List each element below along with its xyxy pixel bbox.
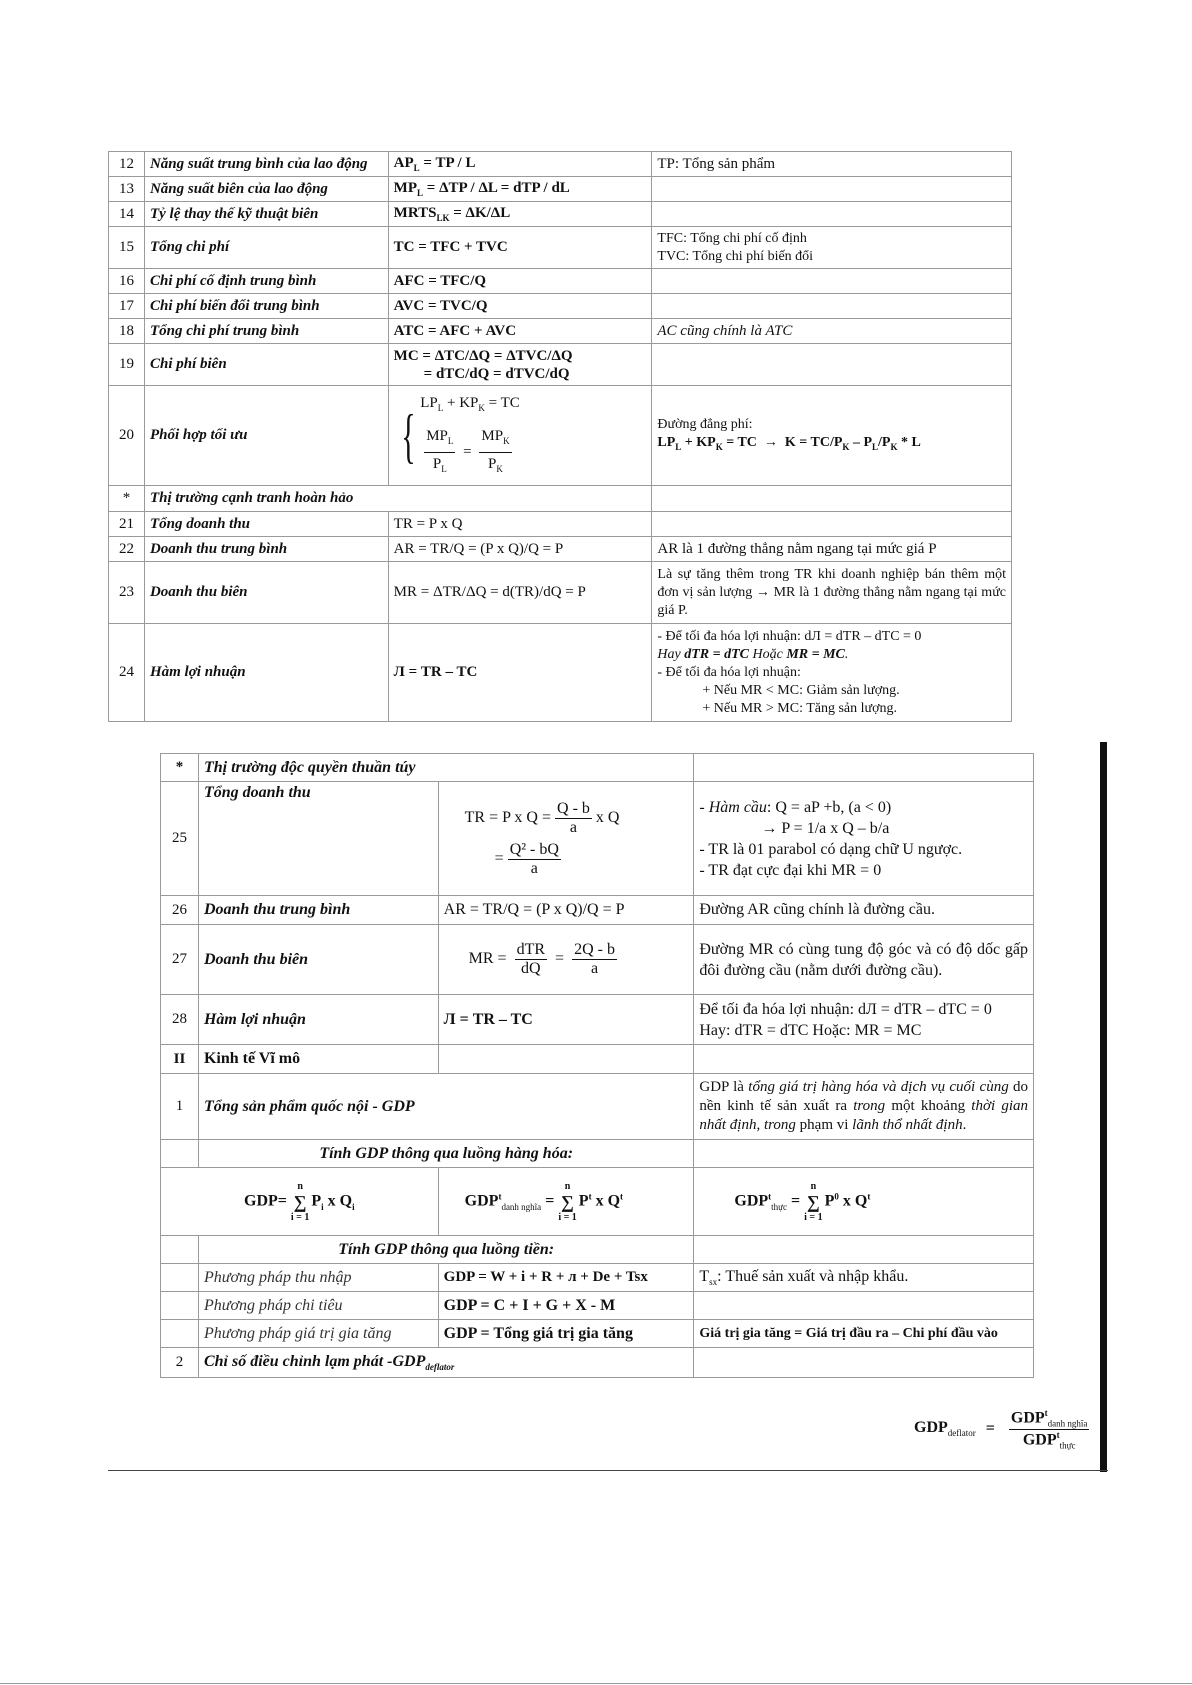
empty-cell — [161, 1292, 199, 1320]
gdp-deflator-formula: $GDP_{deflator}$ = $\frac{GDP^t_{danh nghĩa}}{GDP^t_{thực}}$ — [914, 1408, 1088, 1451]
table-row — [161, 1292, 1034, 1320]
row-name: Doanh thu trung bình — [198, 896, 438, 925]
row-number: 20 — [109, 386, 145, 486]
table-monopoly-macro — [160, 753, 1034, 1378]
row-name: Hàm lợi nhuận — [144, 624, 388, 722]
empty-cell — [438, 1045, 694, 1074]
row-note: Đường MR có cùng tung độ góc và có độ dốc gấp đôi đường cầu (nằm dưới đường cầu). — [694, 925, 1034, 995]
table-row — [109, 202, 1012, 227]
table-row — [161, 1045, 1034, 1074]
row-formula: $MP_L = \Delta TP / \Delta L$ = dTP / dL — [388, 177, 652, 202]
row-note: Là sự tăng thêm trong TR khi doanh nghiệp bán thêm một đơn vị sản lượng → MR là 1 đường thẳng nằm ngang tại mức giá P. — [652, 562, 1012, 624]
table-row — [161, 1074, 1034, 1140]
table-microeconomics-cost-revenue — [108, 151, 1012, 722]
row-formula: MR = $\frac{\text{dTR}}{dQ}$ = $\frac{2Q - b}{a}$ — [438, 925, 694, 995]
row-number: 22 — [109, 537, 145, 562]
row-formula: ATC = AFC + AVC — [388, 319, 652, 344]
method-formula: GDP = Tổng giá trị gia tăng — [438, 1320, 694, 1348]
row-name: Chi phí cố định trung bình — [144, 269, 388, 294]
row-formula: AVC = TVC/Q — [388, 294, 652, 319]
empty-cell — [694, 1236, 1034, 1264]
subsection-heading: Tính GDP thông qua luồng hàng hóa: — [198, 1140, 693, 1168]
table-row — [109, 177, 1012, 202]
empty-cell — [161, 1264, 199, 1292]
row-number: * — [109, 486, 145, 512]
page-bottom-edge — [0, 1683, 1192, 1684]
table-row — [161, 1236, 1034, 1264]
table-row — [109, 537, 1012, 562]
row-name: Tổng sản phẩm quốc nội - GDP — [198, 1074, 693, 1140]
row-name: Tổng doanh thu — [198, 782, 438, 896]
section-heading: Kinh tế Vĩ mô — [198, 1045, 438, 1074]
table-row — [109, 486, 1012, 512]
method-note: $T_{sx}$: Thuế sản xuất và nhập khẩu. — [694, 1264, 1034, 1292]
empty-cell — [161, 1140, 199, 1168]
row-note: - Hàm cầu: Q = aP +b, (a < 0) → P = 1/a x Q – b/a - TR là 01 parabol có dạng chữ U ngược. - TR đạt cực đại khi MR = 0 — [694, 782, 1034, 896]
row-name: Doanh thu trung bình — [144, 537, 388, 562]
row-number: 2 — [161, 1348, 199, 1378]
row-formula: $MRTS_{LK} = \Delta K/\Delta L$ — [388, 202, 652, 227]
row-formula: Л = TR – TC — [438, 995, 694, 1045]
row-note: Đường AR cũng chính là đường cầu. — [694, 896, 1034, 925]
table-row — [109, 152, 1012, 177]
row-note: Để tối đa hóa lợi nhuận: dЛ = dTR – dTC = 0 Hay: dTR = dTC Hoặc: MR = MC — [694, 995, 1034, 1045]
table-row — [109, 319, 1012, 344]
empty-cell — [161, 1236, 199, 1264]
table-row — [109, 386, 1012, 486]
row-name: Năng suất trung bình của lao động — [144, 152, 388, 177]
table-row — [109, 624, 1012, 722]
gdp-formula-sum: GDP= n ∑ i = 1 $P_i$ x $Q_i$ — [161, 1168, 439, 1236]
row-number: 26 — [161, 896, 199, 925]
row-number: 27 — [161, 925, 199, 995]
row-number: 17 — [109, 294, 145, 319]
table-row — [161, 896, 1034, 925]
method-note: Giá trị gia tăng = Giá trị đầu ra – Chi phí đầu vào — [694, 1320, 1034, 1348]
row-note: Đường đẳng phí: $LP_L + KP_K$ = TC → $K = TC/P_K - P_L/P_K * L$ — [652, 386, 1012, 486]
row-note — [652, 269, 1012, 294]
row-number: 21 — [109, 512, 145, 537]
method-name: Phương pháp giá trị gia tăng — [198, 1320, 438, 1348]
table-row — [109, 294, 1012, 319]
table-row — [109, 512, 1012, 537]
table-row — [161, 925, 1034, 995]
row-number: II — [161, 1045, 199, 1074]
gdp-formula-real: $GDP^t_{thực}$ = n ∑ i = 1 $P^0$ x $Q^t$ — [694, 1168, 1034, 1236]
row-formula: AFC = TFC/Q — [388, 269, 652, 294]
table-row — [161, 1264, 1034, 1292]
row-number: 23 — [109, 562, 145, 624]
empty-cell — [694, 1348, 1034, 1378]
table-row — [109, 269, 1012, 294]
empty-cell — [694, 1045, 1034, 1074]
subsection-heading: Tính GDP thông qua luồng tiền: — [198, 1236, 693, 1264]
row-note — [652, 294, 1012, 319]
row-number: 16 — [109, 269, 145, 294]
row-note: GDP là tổng giá trị hàng hóa và dịch vụ cuối cùng do nền kinh tế sản xuất ra trong một khoảng thời gian nhất định, trong phạm vi lãnh thổ nhất định. — [694, 1074, 1034, 1140]
section-heading: Thị trường cạnh tranh hoàn hảo — [144, 486, 651, 512]
divider — [108, 1470, 1108, 1471]
row-number: 14 — [109, 202, 145, 227]
row-note: - Để tối đa hóa lợi nhuận: dЛ = dTR – dTC = 0 Hay dTR = dTC Hoặc MR = MC. - Để tối đa hóa lợi nhuận: + Nếu MR < MC: Giảm sản lượng. + Nếu MR > MC: Tăng sản lượng. — [652, 624, 1012, 722]
row-formula: { $LP_L + KP_K$ = TC $\frac{MP_L}{P_L}$ = $\frac{MP_K}{P_K}$ — [388, 386, 652, 486]
row-note — [652, 177, 1012, 202]
row-note: TP: Tổng sản phẩm — [652, 152, 1012, 177]
row-name: Năng suất biên của lao động — [144, 177, 388, 202]
empty-cell — [161, 1320, 199, 1348]
row-number: 28 — [161, 995, 199, 1045]
row-number: 25 — [161, 782, 199, 896]
method-formula: GDP = W + i + R + л + De + Tsx — [438, 1264, 694, 1292]
row-name: Tổng chi phí — [144, 227, 388, 269]
table-row — [161, 995, 1034, 1045]
empty-cell — [652, 486, 1012, 512]
row-name: Hàm lợi nhuận — [198, 995, 438, 1045]
row-name: Doanh thu biên — [198, 925, 438, 995]
row-formula: MR = ΔTR/ΔQ = d(TR)/dQ = P — [388, 562, 652, 624]
row-name: Chỉ số điều chỉnh lạm phát $-GDP_{deflator}$ — [198, 1348, 693, 1378]
row-name: Phối hợp tối ưu — [144, 386, 388, 486]
row-number: 12 — [109, 152, 145, 177]
row-formula: MC = ΔTC/ΔQ = ΔTVC/ΔQ = dTC/dQ = dTVC/dQ — [388, 344, 652, 386]
row-note: AR là 1 đường thẳng nằm ngang tại mức giá P — [652, 537, 1012, 562]
gdp-formula-nominal: $GDP^t_{danh nghĩa}$ = n ∑ i = 1 $P^t$ x $Q^t$ — [438, 1168, 694, 1236]
row-name: Chi phí biến đổi trung bình — [144, 294, 388, 319]
row-name: Tổng chi phí trung bình — [144, 319, 388, 344]
page-right-border — [1100, 742, 1107, 1472]
row-formula: TR = P x Q — [388, 512, 652, 537]
row-name: Chi phí biên — [144, 344, 388, 386]
empty-cell — [694, 754, 1034, 782]
row-number: 15 — [109, 227, 145, 269]
table-row — [161, 782, 1034, 896]
left-brace-icon: { — [400, 402, 416, 469]
empty-cell — [694, 1140, 1034, 1168]
table-row — [161, 754, 1034, 782]
method-note — [694, 1292, 1034, 1320]
row-formula: $AP_L$ = TP / L — [388, 152, 652, 177]
row-note: TFC: Tổng chi phí cố định TVC: Tổng chi phí biến đổi — [652, 227, 1012, 269]
row-number: 24 — [109, 624, 145, 722]
table-row — [109, 344, 1012, 386]
row-formula: AR = TR/Q = (P x Q)/Q = P — [438, 896, 694, 925]
method-formula: GDP = C + I + G + X - M — [438, 1292, 694, 1320]
row-note — [652, 344, 1012, 386]
row-number: 19 — [109, 344, 145, 386]
row-number: 1 — [161, 1074, 199, 1140]
row-formula: AR = TR/Q = (P x Q)/Q = P — [388, 537, 652, 562]
row-name: Tỷ lệ thay thế kỹ thuật biên — [144, 202, 388, 227]
row-note: AC cũng chính là ATC — [652, 319, 1012, 344]
table-row — [161, 1168, 1034, 1236]
table-row — [109, 227, 1012, 269]
row-name: Tổng doanh thu — [144, 512, 388, 537]
row-number: 18 — [109, 319, 145, 344]
table-row — [161, 1348, 1034, 1378]
row-number: * — [161, 754, 199, 782]
row-name: Doanh thu biên — [144, 562, 388, 624]
row-note — [652, 512, 1012, 537]
method-name: Phương pháp chi tiêu — [198, 1292, 438, 1320]
table-row — [161, 1320, 1034, 1348]
section-heading: Thị trường độc quyền thuần túy — [198, 754, 693, 782]
row-note — [652, 202, 1012, 227]
row-formula: Л = TR – TC — [388, 624, 652, 722]
method-name: Phương pháp thu nhập — [198, 1264, 438, 1292]
row-formula: TC = TFC + TVC — [388, 227, 652, 269]
table-row — [161, 1140, 1034, 1168]
row-number: 13 — [109, 177, 145, 202]
table-row — [109, 562, 1012, 624]
row-formula: TR = P x Q = $\frac{Q - b}{a}$ x Q = $\frac{\text{Q² - bQ}}{a}$ — [438, 782, 694, 896]
